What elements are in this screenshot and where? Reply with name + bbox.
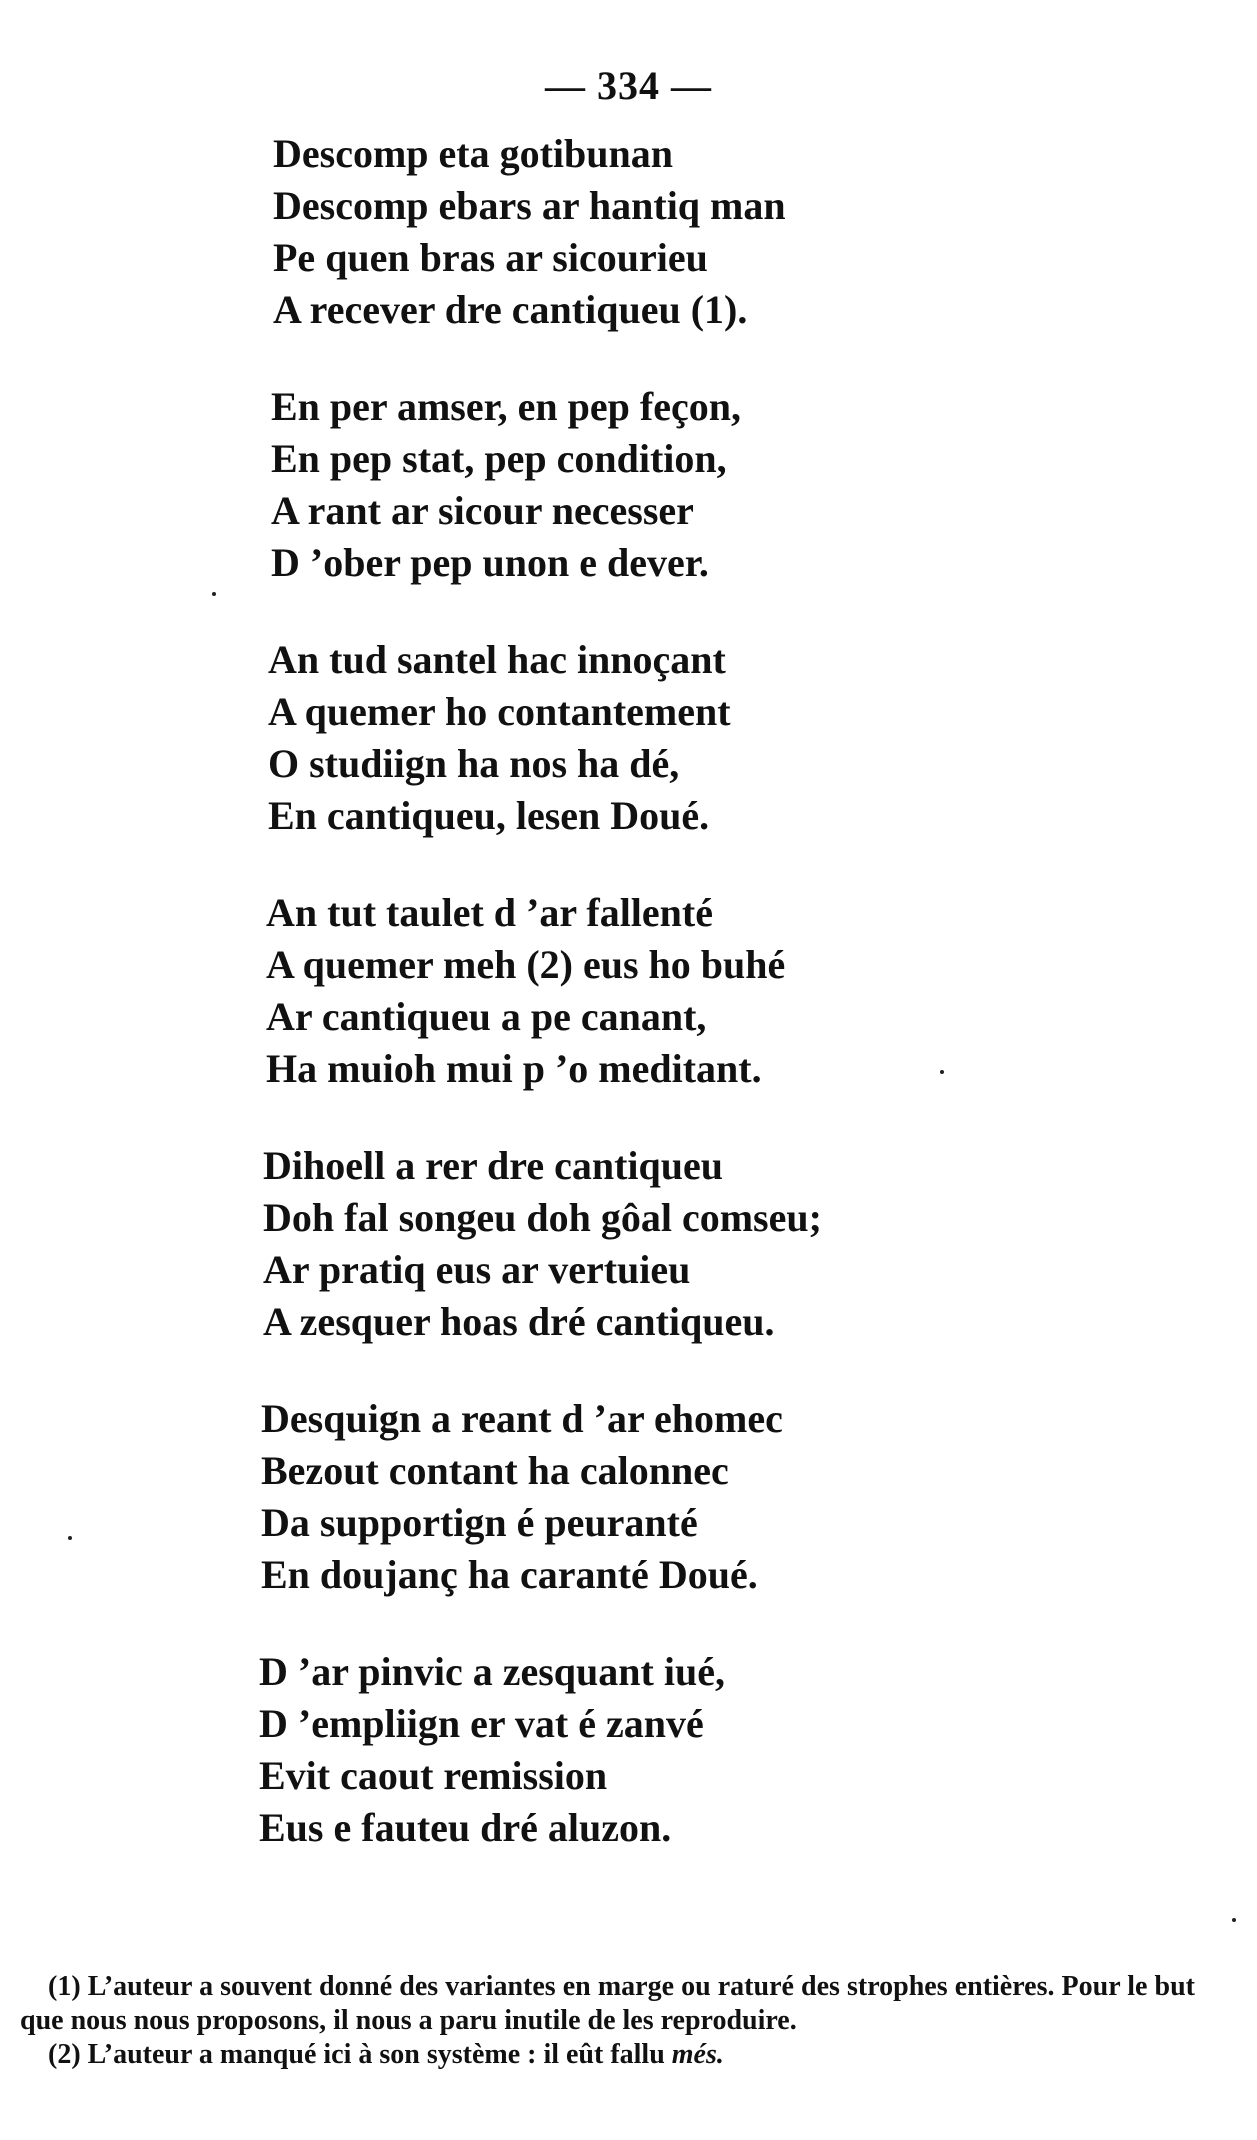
stanza-5 (263, 1140, 1257, 1348)
footnotes (20, 1970, 1195, 2072)
stanza-7 (259, 1646, 1257, 1854)
verse-line: A zesquer hoas dré cantiqueu. (263, 1299, 775, 1344)
verse-line: En doujanç ha caranté Doué. (261, 1552, 758, 1597)
verse-line: A recever dre cantiqueu (1). (273, 287, 748, 332)
verse-line: D ’empliign er vat é zanvé (259, 1701, 704, 1746)
poem (0, 128, 1257, 1899)
verse-line: An tud santel hac innoçant (268, 637, 726, 682)
stanza-2 (271, 381, 1257, 589)
verse-line: Doh fal songeu doh gôal comseu; (263, 1195, 822, 1240)
verse-line: Eus e fauteu dré aluzon. (259, 1805, 672, 1850)
verse-line: A quemer meh (2) eus ho buhé (266, 942, 786, 987)
verse-line: D ’ar pinvic a zesquant iué, (259, 1649, 725, 1694)
print-speck (1232, 1918, 1236, 1922)
verse-line: O studiign ha nos ha dé, (268, 741, 680, 786)
print-speck (212, 592, 216, 596)
stanza-4 (266, 887, 1257, 1095)
verse-line: Pe quen bras ar sicourieu (273, 235, 708, 280)
footnote-2-text: (2) L’auteur a manqué ici à son système : il eût fallu (48, 2039, 665, 2070)
verse-line: Desquign a reant d ’ar ehomec (261, 1396, 783, 1441)
print-speck (68, 1536, 72, 1540)
footnote-2-emphasis: més. (671, 2039, 724, 2070)
verse-line: Evit caout remission (259, 1753, 608, 1798)
footnote-1 (20, 1970, 1195, 2038)
stanza-3 (268, 634, 1257, 842)
stanza-6 (261, 1393, 1257, 1601)
footnote-2 (20, 2038, 1195, 2072)
verse-line: En cantiqueu, lesen Doué. (268, 793, 710, 838)
print-speck (940, 1070, 944, 1074)
verse-line: Ar cantiqueu a pe canant, (266, 994, 707, 1039)
verse-line: D ’ober pep unon e dever. (271, 540, 709, 585)
verse-line: Bezout contant ha calonnec (261, 1448, 729, 1493)
verse-line: Descomp ebars ar hantiq man (273, 183, 786, 228)
page-number: — 334 — (545, 63, 712, 108)
stanza-1 (273, 128, 1257, 336)
verse-line: An tut taulet d ’ar fallenté (266, 890, 713, 935)
verse-line: A rant ar sicour necesser (271, 488, 694, 533)
verse-line: Ha muioh mui p ’o meditant. (266, 1046, 762, 1091)
verse-line: En pep stat, pep condition, (271, 436, 727, 481)
verse-line: A quemer ho contantement (268, 689, 731, 734)
verse-line: En per amser, en pep feçon, (271, 384, 741, 429)
verse-line: Ar pratiq eus ar vertuieu (263, 1247, 691, 1292)
verse-line: Dihoell a rer dre cantiqueu (263, 1143, 723, 1188)
footnote-1-text: (1) L’auteur a souvent donné des variantes en marge ou raturé des strophes entières. Pour le but que nous nous proposons, il nous a paru inutile de les reproduire. (20, 1971, 1195, 2036)
verse-line: Da supportign é peuranté (261, 1500, 698, 1545)
verse-line: Descomp eta gotibunan (273, 131, 674, 176)
